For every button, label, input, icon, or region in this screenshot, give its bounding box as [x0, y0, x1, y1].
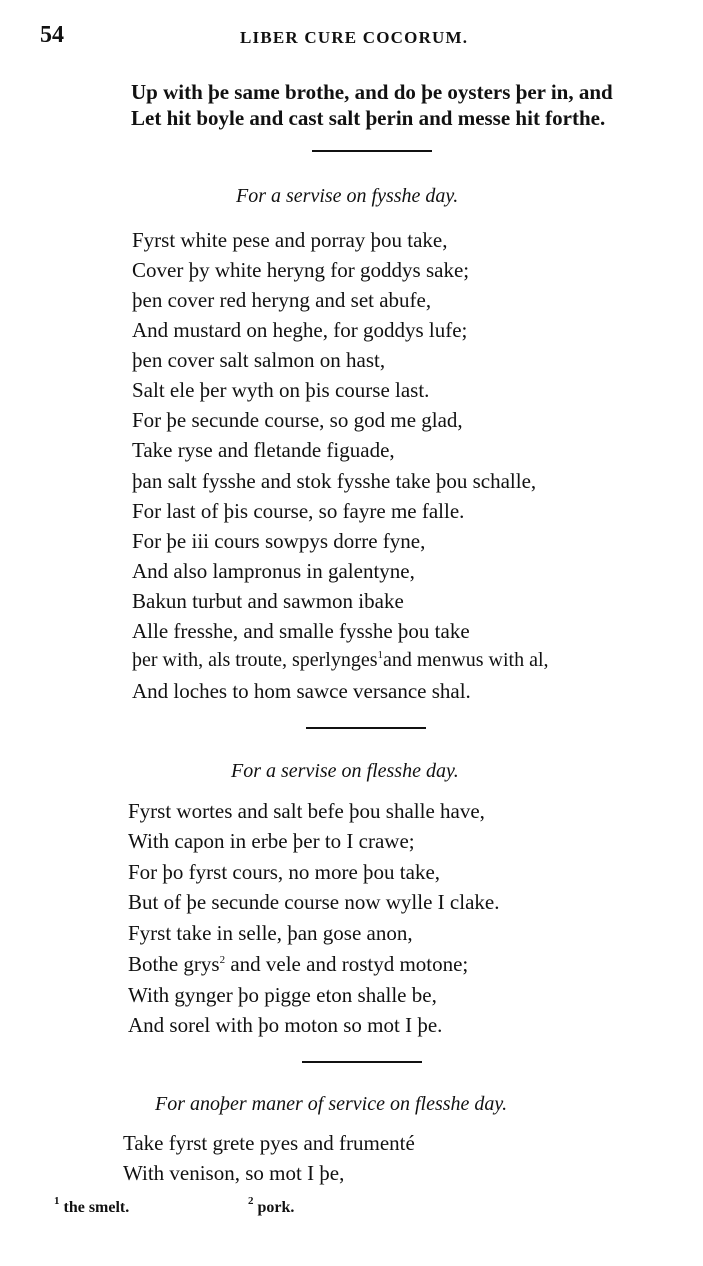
section-heading: For a servise on flesshe day.: [231, 760, 459, 782]
verse-line: Bakun turbut and sawmon ibake: [132, 589, 404, 613]
verse-line: Salt ele þer wyth on þis course last.: [132, 378, 430, 402]
section-heading: For a servise on fysshe day.: [236, 185, 459, 207]
verse-line: Alle fresshe, and smalle fysshe þou take: [132, 619, 470, 643]
verse-line: For þe iii cours sowpys dorre fyne,: [132, 529, 426, 553]
page-number: 54: [40, 22, 64, 48]
verse-line: For last of þis course, so fayre me falle.: [132, 499, 465, 523]
verse-line: Fyrst wortes and salt befe þou shalle have,: [128, 799, 485, 823]
running-title: LIBER CURE COCORUM.: [240, 28, 469, 47]
verse-line: And sorel with þo moton so mot I þe.: [128, 1013, 443, 1037]
section-divider: [312, 150, 432, 152]
footnote-ref: 1: [377, 649, 383, 661]
verse-line: And loches to hom sawce versance shal.: [132, 679, 471, 703]
intro-line: Up with þe same brothe, and do þe oysters þer in, and: [131, 80, 613, 104]
verse-line: With capon in erbe þer to I crawe;: [128, 829, 415, 853]
verse-line: þan salt fysshe and stok fysshe take þou schalle,: [132, 469, 537, 493]
verse-line: For þe secunde course, so god me glad,: [132, 408, 463, 432]
verse-line: þen cover salt salmon on hast,: [132, 348, 386, 372]
section-divider: [302, 1061, 422, 1063]
footnote-marker: 1: [54, 1195, 60, 1207]
footnote: [54, 1195, 130, 1217]
verse-line: Cover þy white heryng for goddys sake;: [132, 258, 470, 282]
verse-line-part: Bothe grys: [128, 952, 220, 976]
page-header: [0, 22, 703, 52]
footnote: [248, 1195, 295, 1217]
verse-line: But of þe secunde course now wylle I clake.: [128, 890, 500, 914]
intro-line: Let hit boyle and cast salt þerin and messe hit forthe.: [131, 106, 606, 130]
verse-line: þen cover red heryng and set abufe,: [132, 288, 432, 312]
verse-line: Fyrst take in selle, þan gose anon,: [128, 921, 413, 945]
footnote-text: the smelt.: [63, 1199, 130, 1216]
verse-line: For þo fyrst cours, no more þou take,: [128, 860, 441, 884]
verse-line: [132, 649, 549, 672]
section-divider: [306, 727, 426, 729]
verse-line: Take ryse and fletande figuade,: [132, 438, 395, 462]
section-heading: For anoþer maner of service on flesshe day.: [155, 1093, 508, 1115]
verse-line: With venison, so mot I þe,: [123, 1161, 345, 1185]
verse-line: And also lampronus in galentyne,: [132, 559, 415, 583]
footnote-ref: 2: [219, 954, 226, 966]
verse-line-part: þer with, als troute, sperlynges: [132, 649, 378, 671]
verse-line: [128, 952, 468, 977]
verse-line: Fyrst white pese and porray þou take,: [132, 228, 448, 252]
verse-line-part: and vele and rostyd motone;: [225, 952, 469, 976]
verse-line: Take fyrst grete pyes and frumenté: [123, 1131, 415, 1155]
verse-line-part: and menwus with al,: [383, 649, 549, 671]
footnote-marker: 2: [248, 1195, 254, 1207]
footnote-text: pork.: [257, 1199, 295, 1216]
verse-line: And mustard on heghe, for goddys lufe;: [132, 318, 468, 342]
verse-line: With gynger þo pigge eton shalle be,: [128, 983, 437, 1007]
